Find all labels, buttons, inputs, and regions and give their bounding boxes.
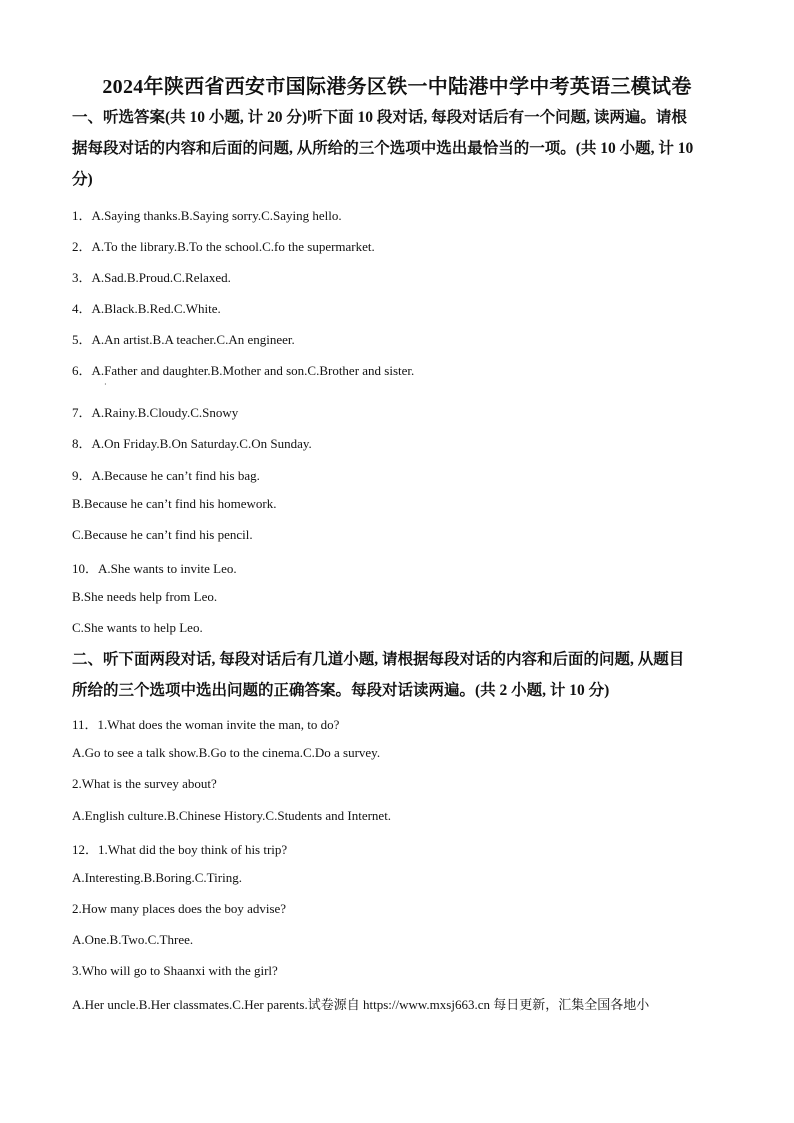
stray-mark: · — [104, 380, 107, 389]
section-1-line-2: 据每段对话的内容和后面的问题, 从所给的三个选项中选出最恰当的一项。(共 10 小题, 计 10 — [72, 140, 694, 157]
question-9-option-c: C.Because he can’t find his pencil. — [72, 527, 253, 542]
question-11-2-options: A.English culture.B.Chinese History.C.Students and Internet. — [72, 808, 392, 823]
question-8: 8．A.On Friday.B.On Saturday.C.On Sunday. — [72, 436, 312, 451]
question-11: 11．1.What does the woman invite the man, to do? — [72, 717, 340, 732]
question-12-2: 2.How many places does the boy advise? — [72, 901, 287, 916]
section-2-heading — [72, 644, 722, 706]
question-10-option-b: B.She needs help from Leo. — [72, 589, 218, 604]
question-9: 9．A.Because he can’t find his bag. — [72, 468, 260, 483]
question-6: 6．A.Father and daughter.B.Mother and son.C.Brother and sister. — [72, 363, 415, 378]
section-1-line-3: 分) — [72, 171, 93, 188]
question-12-2-options: A.One.B.Two.C.Three. — [72, 932, 194, 947]
question-5: 5．A.An artist.B.A teacher.C.An engineer. — [72, 332, 295, 347]
section-2-line-1: 二、听下面两段对话, 每段对话后有几道小题, 请根据每段对话的内容和后面的问题, 从题目 — [72, 651, 685, 668]
question-10: 10．A.She wants to invite Leo. — [72, 561, 237, 576]
question-12-3: 3.Who will go to Shaanxi with the girl? — [72, 963, 278, 978]
question-4: 4．A.Black.B.Red.C.White. — [72, 301, 221, 316]
question-12-1-options: A.Interesting.B.Boring.C.Tiring. — [72, 870, 242, 885]
question-12: 12．1.What did the boy think of his trip? — [72, 842, 288, 857]
section-1-heading — [72, 102, 722, 195]
section-1-line-1: 一、听选答案(共 10 小题, 计 20 分)听下面 10 段对话, 每段对话后有一个问题, 读两遍。请根 — [72, 109, 687, 126]
page-title: 2024年陕西省西安市国际港务区铁一中陆港中学中考英语三模试卷 — [102, 76, 692, 98]
question-3: 3．A.Sad.B.Proud.C.Relaxed. — [72, 270, 231, 285]
question-9-option-b: B.Because he can’t find his homework. — [72, 496, 277, 511]
question-11-2: 2.What is the survey about? — [72, 776, 217, 791]
question-10-option-c: C.She wants to help Leo. — [72, 620, 203, 635]
question-2: 2．A.To the library.B.To the school.C.fo the supermarket. — [72, 239, 375, 254]
question-11-1-options: A.Go to see a talk show.B.Go to the cinema.C.Do a survey. — [72, 745, 381, 760]
section-2-line-2: 所给的三个选项中选出问题的正确答案。每段对话读两遍。(共 2 小题, 计 10 分) — [72, 682, 610, 699]
question-12-3-options: A.Her uncle.B.Her classmates.C.Her parents.试卷源自 https://www.mxsj663.cn 每日更新，汇集全国各地小 — [72, 997, 650, 1012]
question-1: 1．A.Saying thanks.B.Saying sorry.C.Saying hello. — [72, 208, 342, 223]
question-7: 7．A.Rainy.B.Cloudy.C.Snowy — [72, 405, 239, 420]
